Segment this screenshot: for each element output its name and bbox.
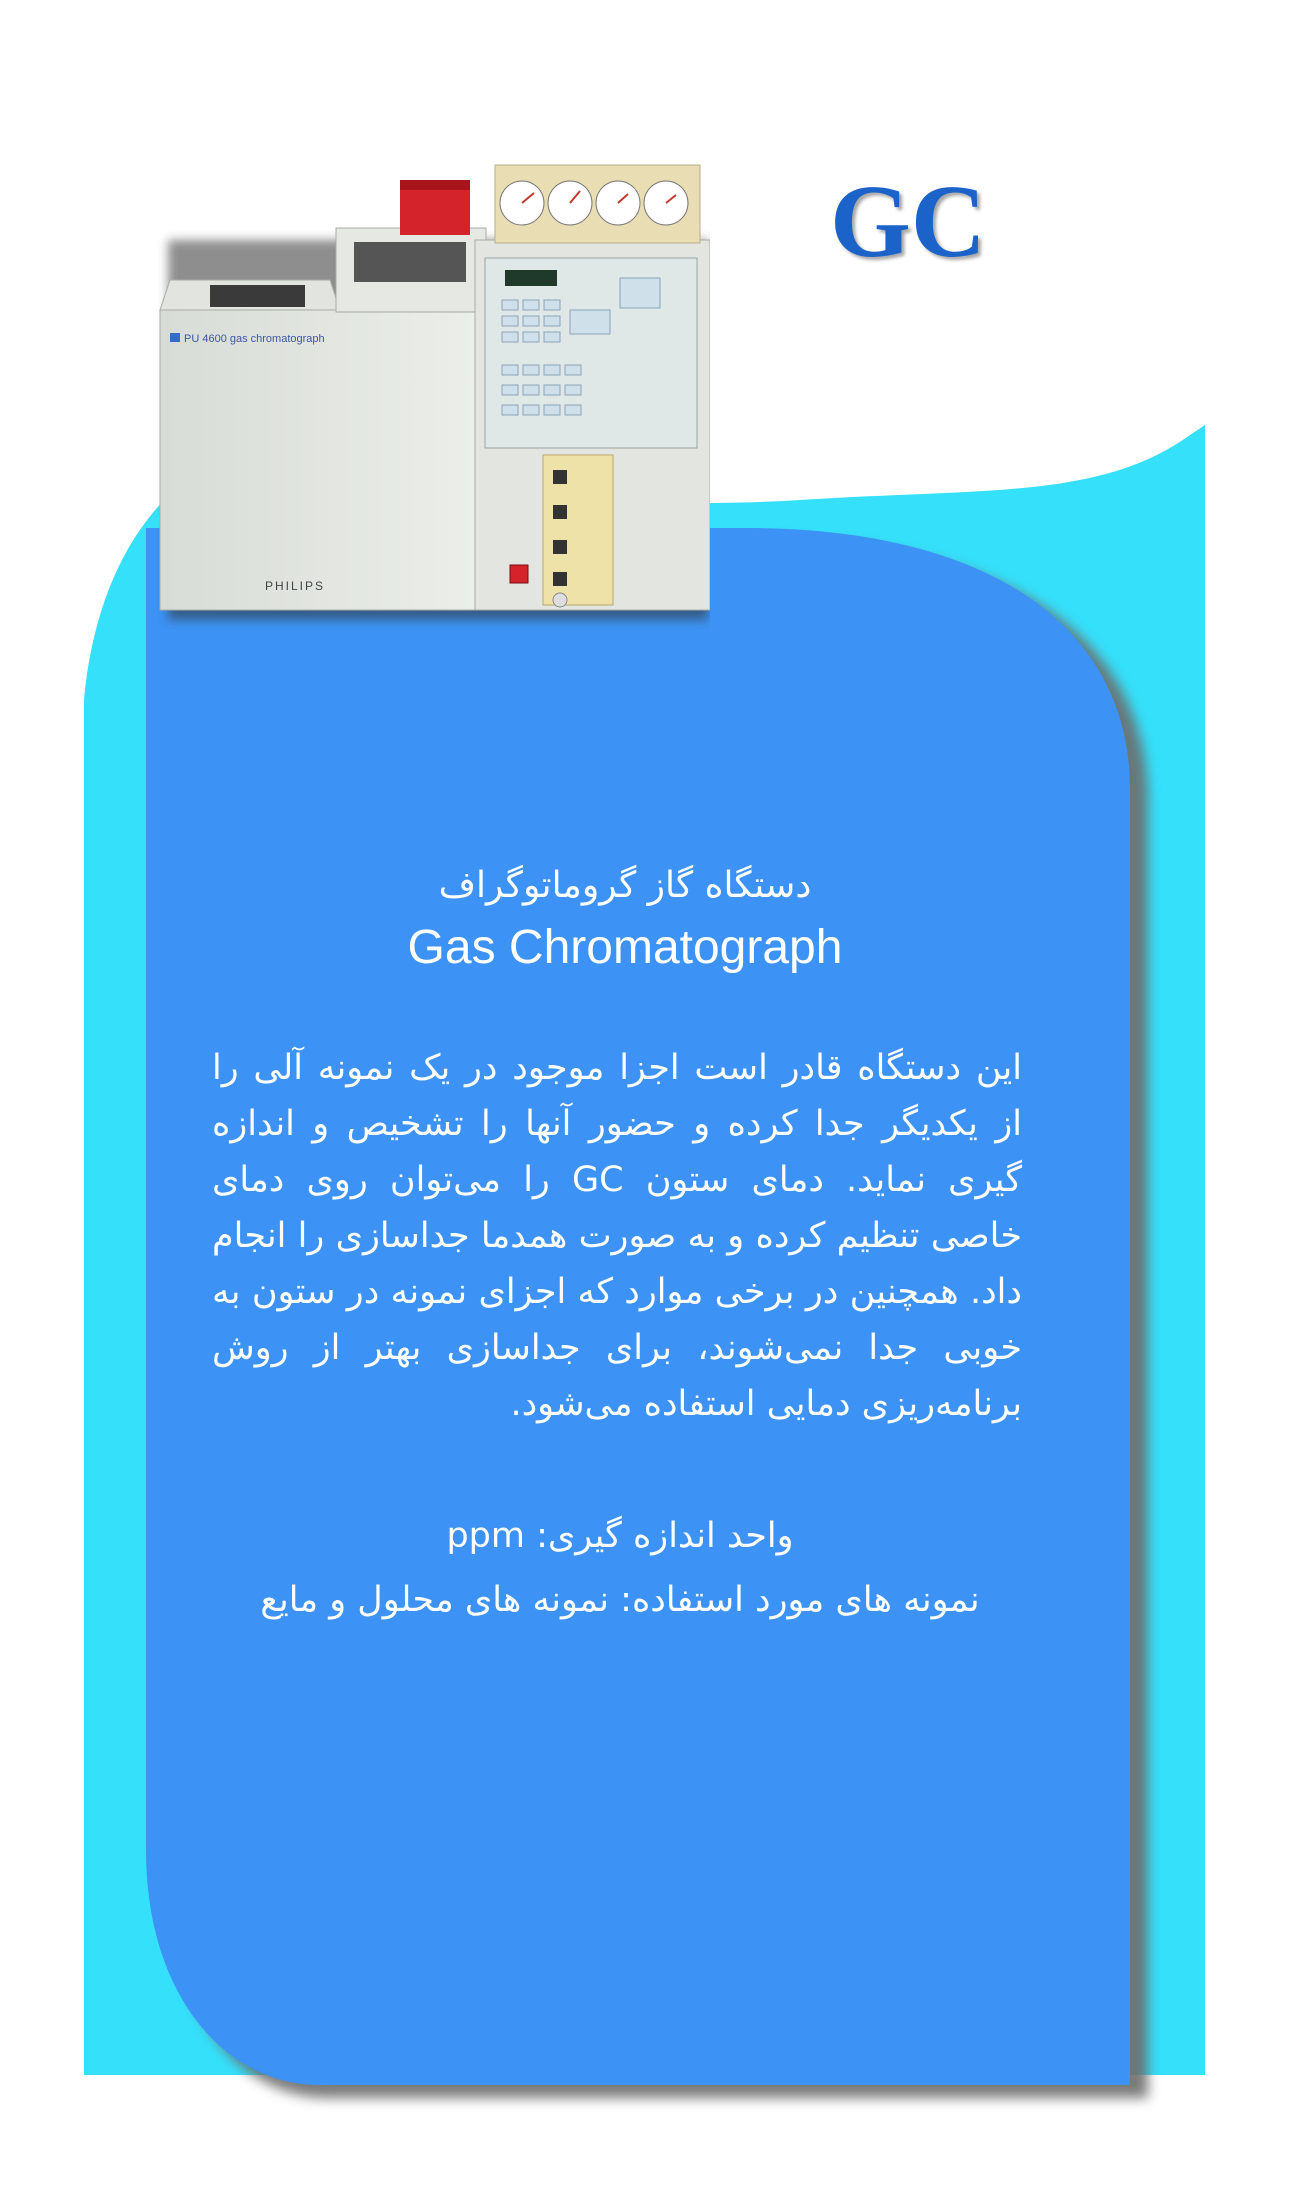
- device-brand-label: PHILIPS: [265, 579, 326, 593]
- oven-cabinet: [160, 310, 490, 610]
- title-persian: دستگاه گاز گروماتوگراف: [438, 865, 812, 906]
- power-switch: [510, 565, 528, 583]
- gc-logo: GC: [830, 164, 986, 279]
- sample-types-line: نمونه های مورد استفاده: نمونه های محلول و مایع: [260, 1580, 980, 1620]
- description-paragraph: این دستگاه قادر است اجزا موجود در یک نمونه آلی را از یکدیگر جدا کرده و حضور آنها را تشخیص و اندازه گیری نماید. دمای ستون GC را می‌توان روی دمای خاصی تنظیم کرده و به صورت همدما جداسازی را انجام داد. همچنین در برخی موارد که اجزای نمونه در ستون به خوبی جدا نمی‌شوند، برای جداسازی بهتر از روش برنامه‌ریزی دمایی استفاده می‌شود.: [212, 1048, 1023, 1424]
- measurement-unit-line: واحد اندازه گیری: ppm: [446, 1516, 794, 1556]
- gas-chromatograph-image: [150, 160, 710, 630]
- device-model-label: PU 4600 gas chromatograph: [184, 333, 325, 345]
- title-english: Gas Chromatograph: [407, 921, 843, 974]
- keypad-panel: [485, 258, 697, 448]
